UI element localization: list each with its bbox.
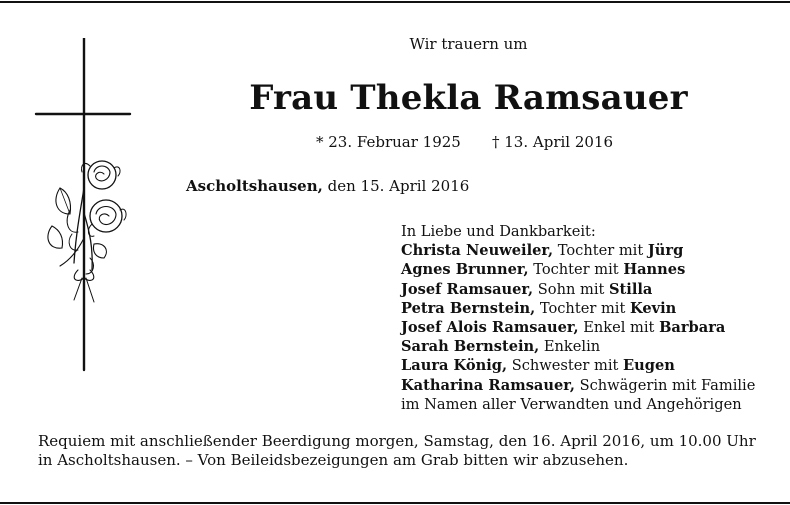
- mourner-name: Sarah Bernstein,: [401, 338, 540, 356]
- intro-line: Wir trauern um: [409, 35, 528, 53]
- place-date-line: [186, 177, 469, 195]
- mourner-partner: Jürg: [647, 242, 684, 260]
- mourner-partner: Kevin: [629, 299, 677, 317]
- mourner-relation: Sohn mit: [533, 280, 610, 298]
- mourner-partner: Eugen: [623, 357, 675, 375]
- mourner-name: Christa Neuweiler,: [401, 242, 554, 260]
- list-item: [401, 318, 755, 337]
- list-item: [401, 337, 755, 356]
- requiem-text: Requiem mit anschließender Beerdigung morgen, Samstag, den 16. April 2016, um 10.00 Uhr in Ascholtshausen. – Von Beileidsbezeigungen am Grab bitten wir abzusehen.: [38, 432, 756, 469]
- mourners-heading: In Liebe und Dankbarkeit:: [401, 223, 596, 240]
- birth-date: * 23. Februar 1925: [316, 133, 461, 151]
- mourner-name: Josef Ramsauer,: [401, 280, 534, 298]
- mourner-relation: Schwägerin mit Familie: [574, 376, 756, 394]
- place-town: Ascholtshausen,: [186, 177, 323, 195]
- mourners-closing: im Namen aller Verwandten und Angehörigen: [401, 395, 742, 413]
- mourner-name: Agnes Brunner,: [401, 261, 529, 279]
- mourner-name: Petra Bernstein,: [401, 299, 536, 317]
- mourner-partner: Barbara: [659, 319, 726, 337]
- list-item: [401, 260, 755, 279]
- mourner-partner: Stilla: [609, 280, 653, 298]
- list-item: [401, 299, 755, 318]
- list-item: [401, 356, 755, 375]
- bottom-border: [0, 502, 790, 504]
- mourner-relation: Tochter mit: [528, 261, 624, 279]
- mourner-relation: Tochter mit: [535, 299, 630, 317]
- list-item: [401, 241, 755, 260]
- top-border: [0, 1, 790, 3]
- list-item: [401, 376, 755, 395]
- mourner-relation: Enkelin: [539, 338, 601, 356]
- mourner-relation: Enkel mit: [578, 319, 660, 337]
- deceased-name: Frau Thekla Ramsauer: [249, 78, 688, 118]
- mourner-name: Katharina Ramsauer,: [401, 376, 575, 394]
- mourner-relation: Schwester mit: [507, 357, 624, 375]
- mourner-name: Laura König,: [401, 357, 508, 375]
- list-item: [401, 280, 755, 299]
- mourner-name: Josef Alois Ramsauer,: [401, 319, 579, 337]
- death-date: † 13. April 2016: [492, 133, 614, 151]
- mourners-list: [401, 222, 755, 414]
- mourner-relation: Tochter mit: [553, 242, 648, 260]
- mourner-partner: Hannes: [623, 261, 686, 279]
- place-date: den 15. April 2016: [322, 177, 470, 195]
